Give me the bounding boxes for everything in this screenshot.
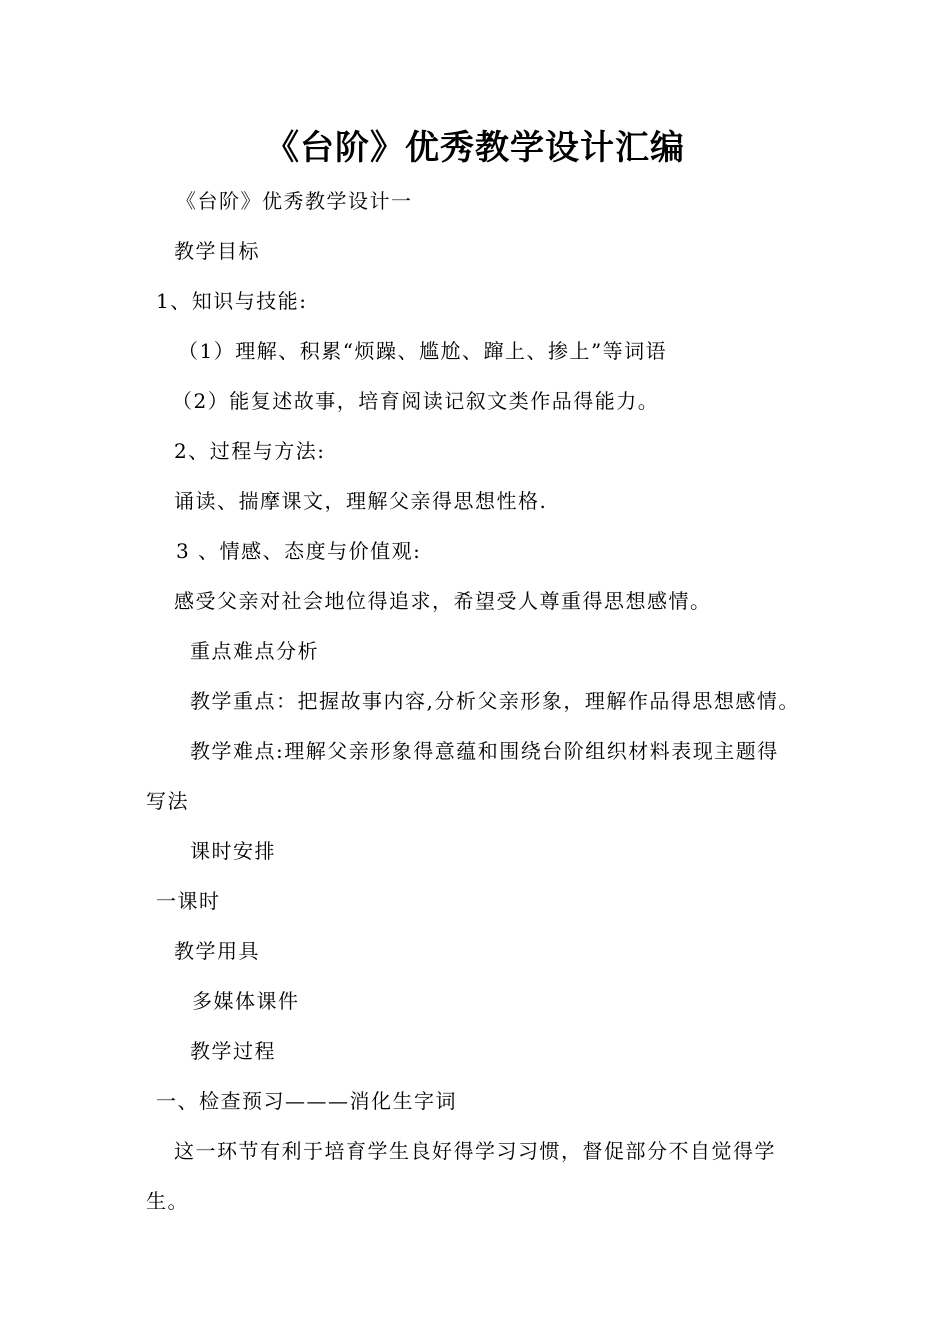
process-step-1: 一、检查预习———消化生字词 [156,1089,457,1113]
process-step-1-text: 这一环节有利于培育学生良好得学习习惯，督促部分不自觉得学 [174,1139,776,1163]
heading-teaching-goals: 教学目标 [174,239,260,263]
heading-key-difficulties: 重点难点分析 [190,639,319,663]
goal-knowledge-skills: 1、知识与技能: [156,289,308,313]
heading-schedule: 课时安排 [190,839,276,863]
goal-emotion-values: 3 、情感、态度与价值观: [176,539,422,563]
heading-teaching-process: 教学过程 [190,1039,276,1063]
document-title: 《台阶》优秀教学设计汇编 [265,128,685,168]
goal-process-methods: 2、过程与方法: [174,439,326,463]
heading-teaching-tools: 教学用具 [174,939,260,963]
difficulties-text: 教学难点:理解父亲形象得意蕴和围绕台阶组织材料表现主题得 [190,739,779,763]
tools-text: 多媒体课件 [192,989,300,1013]
goal-item-1: （1）理解、积累“烦躁、尴尬、蹿上、掺上”等词语 [178,339,668,363]
section-subtitle: 《台阶》优秀教学设计一 [176,189,413,213]
process-step-1-text-continued: 生。 [146,1189,189,1213]
goal-emotion-text: 感受父亲对社会地位得追求，希望受人尊重得思想感情。 [174,589,712,613]
difficulties-text-continued: 写法 [146,789,189,813]
goal-process-text: 诵读、揣摩课文，理解父亲得思想性格. [174,489,548,513]
schedule-text: 一课时 [156,889,221,913]
goal-item-2: （2）能复述故事，培育阅读记叙文类作品得能力。 [172,389,660,413]
key-points-text: 教学重点：把握故事内容,分析父亲形象，理解作品得思想感情。 [190,689,800,713]
